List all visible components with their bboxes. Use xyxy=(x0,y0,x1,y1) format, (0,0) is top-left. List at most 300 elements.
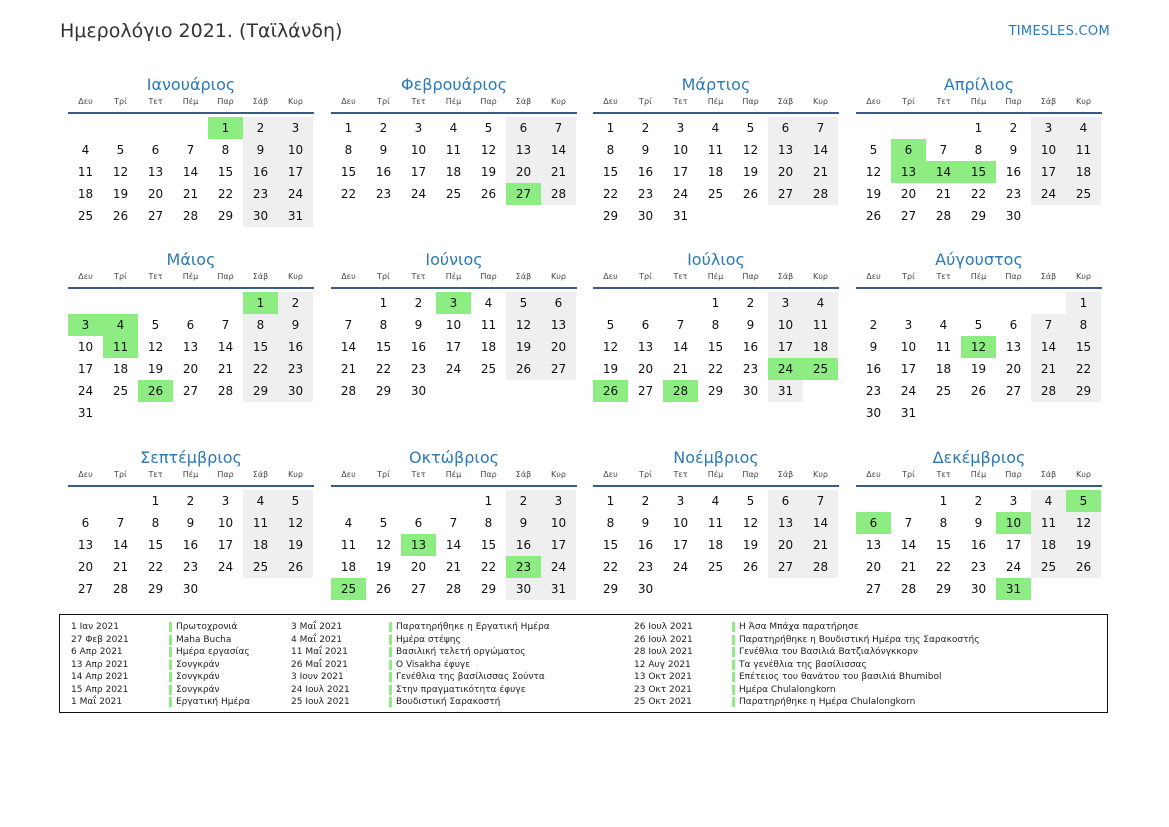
day-cell: 16 xyxy=(637,165,654,179)
day-cell: 4 xyxy=(711,494,720,508)
weekday-header: Σάβ xyxy=(515,97,532,106)
day-cell: 17 xyxy=(445,340,462,354)
day-cell: 18 xyxy=(1031,534,1066,556)
weekday-header: Κυρ xyxy=(551,272,566,281)
day-cell: 26 xyxy=(742,560,759,574)
day-cell: 9 xyxy=(186,516,195,530)
holiday-marker xyxy=(169,635,172,645)
weekday-header: Σάβ xyxy=(252,272,269,281)
day-cell: 2 xyxy=(641,121,650,135)
day-cell: 2 xyxy=(506,490,541,512)
day-cell: 17 xyxy=(278,161,313,183)
weekday-header: Πέμ xyxy=(445,97,462,106)
day-cell: 28 xyxy=(803,183,838,205)
day-cell: 21 xyxy=(182,187,199,201)
weekday-header: Παρ xyxy=(742,272,759,281)
day-cell: 17 xyxy=(410,165,427,179)
day-cell: 16 xyxy=(182,538,199,552)
day-cell: 22 xyxy=(480,560,497,574)
day-cell: 23 xyxy=(637,560,654,574)
day-cell: 1 xyxy=(711,296,720,310)
day-cell: 23 xyxy=(1005,187,1022,201)
day-cell: 10 xyxy=(217,516,234,530)
day-cell: 10 xyxy=(672,143,689,157)
day-cell: 9 xyxy=(278,314,313,336)
day-cell: 22 xyxy=(707,362,724,376)
day-cell: 20 xyxy=(182,362,199,376)
day-cell: 23 xyxy=(970,560,987,574)
legend-date: 28 Ιουλ 2021 xyxy=(634,647,693,657)
day-cell: 19 xyxy=(147,362,164,376)
day-cell: 7 xyxy=(449,516,458,530)
day-cell: 4 xyxy=(711,121,720,135)
holiday-marker xyxy=(732,672,735,682)
legend-date: 27 Φεβ 2021 xyxy=(71,634,129,645)
day-cell: 27 xyxy=(900,209,917,223)
weekday-header: Δευ xyxy=(603,470,618,479)
day-cell: 11 xyxy=(1031,512,1066,534)
day-cell: 13 xyxy=(147,165,164,179)
day-cell: 3 xyxy=(1031,117,1066,139)
day-cell: 21 xyxy=(935,187,952,201)
day-cell: 30 xyxy=(182,582,199,596)
day-cell: 7 xyxy=(186,143,195,157)
day-cell: 17 xyxy=(900,362,917,376)
holiday-marker xyxy=(389,685,392,695)
day-cell: 27 xyxy=(541,358,576,380)
weekday-header: Τετ xyxy=(411,272,426,281)
holiday-marker xyxy=(169,660,172,670)
day-cell: 4 xyxy=(344,516,353,530)
holiday-marker xyxy=(389,672,392,682)
holiday-marker xyxy=(169,685,172,695)
day-cell: 12 xyxy=(112,165,129,179)
weekday-header: Σάβ xyxy=(1040,470,1057,479)
day-cell: 26 xyxy=(112,209,129,223)
holiday-day: 3 xyxy=(68,314,103,336)
day-cell: 6 xyxy=(151,143,160,157)
day-cell: 18 xyxy=(243,534,278,556)
day-cell: 22 xyxy=(602,560,619,574)
day-cell: 14 xyxy=(217,340,234,354)
day-cell: 25 xyxy=(480,362,497,376)
day-cell: 24 xyxy=(278,183,313,205)
legend-date: 24 Ιουλ 2021 xyxy=(291,684,350,695)
day-cell: 18 xyxy=(340,560,357,574)
day-cell: 4 xyxy=(81,143,90,157)
legend-date: 25 Ιουλ 2021 xyxy=(291,697,350,707)
legend-holiday-name: Επέτειος του θανάτου του βασιλιά Bhumibol xyxy=(739,672,942,682)
day-cell: 8 xyxy=(151,516,160,530)
day-cell: 19 xyxy=(865,187,882,201)
day-cell: 16 xyxy=(1005,165,1022,179)
day-cell: 17 xyxy=(672,165,689,179)
legend-holiday-name: Σονγκράν xyxy=(176,684,220,695)
legend-holiday-name: Γενέθλια του Βασιλιά Βατζιαλόνγκκορν xyxy=(739,647,918,657)
day-cell: 28 xyxy=(1031,380,1066,402)
day-cell: 20 xyxy=(541,336,576,358)
day-cell: 23 xyxy=(637,187,654,201)
brand-link[interactable]: TIMESLES.COM xyxy=(1008,24,1110,39)
day-cell: 20 xyxy=(77,560,94,574)
day-cell: 2 xyxy=(186,494,195,508)
day-cell: 7 xyxy=(116,516,125,530)
day-cell: 22 xyxy=(340,187,357,201)
weekday-header: Κυρ xyxy=(288,97,303,106)
day-cell: 12 xyxy=(1066,512,1101,534)
day-cell: 6 xyxy=(1009,318,1018,332)
day-cell: 13 xyxy=(506,139,541,161)
month-name: Ιούλιος xyxy=(687,250,745,269)
weekday-header: Τρί xyxy=(902,272,915,281)
day-cell: 21 xyxy=(803,534,838,556)
day-cell: 24 xyxy=(672,187,689,201)
day-cell: 21 xyxy=(340,362,357,376)
legend-holiday-name: Η Άσα Μπάχα παρατήρησε xyxy=(739,622,859,632)
day-cell: 29 xyxy=(707,384,724,398)
day-cell: 18 xyxy=(707,538,724,552)
day-cell: 1 xyxy=(1066,292,1101,314)
header-rule xyxy=(68,287,314,289)
day-cell: 31 xyxy=(768,380,803,402)
day-cell: 19 xyxy=(742,165,759,179)
legend-holiday-name: Σονγκράν xyxy=(176,659,220,670)
holiday-day: 23 xyxy=(506,556,541,578)
day-cell: 6 xyxy=(186,318,195,332)
weekday-header: Κυρ xyxy=(813,272,828,281)
day-cell: 30 xyxy=(506,578,541,600)
day-cell: 18 xyxy=(1066,161,1101,183)
day-cell: 28 xyxy=(182,209,199,223)
day-cell: 26 xyxy=(278,556,313,578)
legend-date: 26 Ιουλ 2021 xyxy=(634,634,693,645)
day-cell: 14 xyxy=(900,538,917,552)
holiday-marker xyxy=(732,622,735,632)
day-cell: 22 xyxy=(217,187,234,201)
header-rule xyxy=(593,287,839,289)
month-name: Σεπτέμβριος xyxy=(140,448,242,467)
weekday-header: Σάβ xyxy=(252,97,269,106)
day-cell: 6 xyxy=(81,516,90,530)
day-cell: 12 xyxy=(602,340,619,354)
day-cell: 6 xyxy=(768,490,803,512)
day-cell: 27 xyxy=(77,582,94,596)
day-cell: 12 xyxy=(865,165,882,179)
day-cell: 20 xyxy=(768,534,803,556)
day-cell: 6 xyxy=(506,117,541,139)
day-cell: 15 xyxy=(243,336,278,358)
day-cell: 7 xyxy=(676,318,685,332)
day-cell: 16 xyxy=(637,538,654,552)
day-cell: 10 xyxy=(1031,139,1066,161)
legend-holiday-name: Βουδιστική Σαρακοστή xyxy=(396,697,501,707)
day-cell: 7 xyxy=(541,117,576,139)
holiday-day: 6 xyxy=(891,139,926,161)
weekday-header: Δευ xyxy=(341,470,356,479)
legend-holiday-name: Ημέρα στέψης xyxy=(396,634,461,645)
legend-date: 13 Απρ 2021 xyxy=(71,659,129,670)
day-cell: 1 xyxy=(151,494,160,508)
weekday-header: Πέμ xyxy=(970,272,987,281)
day-cell: 31 xyxy=(900,406,917,420)
weekday-header: Πέμ xyxy=(182,470,199,479)
weekday-header: Κυρ xyxy=(1076,470,1091,479)
weekday-header: Σάβ xyxy=(252,470,269,479)
day-cell: 25 xyxy=(707,560,724,574)
day-cell: 20 xyxy=(900,187,917,201)
day-cell: 21 xyxy=(445,560,462,574)
weekday-header: Δευ xyxy=(78,272,93,281)
day-cell: 29 xyxy=(970,209,987,223)
day-cell: 14 xyxy=(340,340,357,354)
weekday-header: Παρ xyxy=(742,97,759,106)
holiday-day: 4 xyxy=(103,314,138,336)
day-cell: 12 xyxy=(742,516,759,530)
legend-date: 15 Απρ 2021 xyxy=(71,684,129,695)
holiday-day: 25 xyxy=(331,578,366,600)
day-cell: 12 xyxy=(742,143,759,157)
day-cell: 8 xyxy=(243,314,278,336)
day-cell: 21 xyxy=(541,161,576,183)
weekday-header: Τρί xyxy=(114,97,127,106)
day-cell: 27 xyxy=(410,582,427,596)
day-cell: 21 xyxy=(672,362,689,376)
weekday-header: Τρί xyxy=(114,470,127,479)
day-cell: 26 xyxy=(506,358,541,380)
legend-holiday-name: Γενέθλια της βασίλισσας Σούντα xyxy=(396,672,545,682)
legend-date: 6 Απρ 2021 xyxy=(71,647,123,657)
weekday-header: Παρ xyxy=(1005,272,1022,281)
day-cell: 7 xyxy=(1031,314,1066,336)
month-name: Ιούνιος xyxy=(425,250,483,269)
day-cell: 12 xyxy=(506,314,541,336)
day-cell: 27 xyxy=(637,384,654,398)
day-cell: 23 xyxy=(742,362,759,376)
day-cell: 30 xyxy=(742,384,759,398)
holiday-marker xyxy=(732,647,735,657)
day-cell: 29 xyxy=(217,209,234,223)
holiday-day: 12 xyxy=(961,336,996,358)
month-name: Απρίλιος xyxy=(943,75,1015,94)
day-cell: 13 xyxy=(541,314,576,336)
holiday-marker xyxy=(169,672,172,682)
day-cell: 26 xyxy=(742,187,759,201)
day-cell: 21 xyxy=(1031,358,1066,380)
day-cell: 30 xyxy=(243,205,278,227)
day-cell: 11 xyxy=(935,340,952,354)
day-cell: 29 xyxy=(602,582,619,596)
day-cell: 14 xyxy=(672,340,689,354)
weekday-header: Τρί xyxy=(639,97,652,106)
weekday-header: Τρί xyxy=(377,470,390,479)
day-cell: 29 xyxy=(1066,380,1101,402)
day-cell: 24 xyxy=(445,362,462,376)
weekday-header: Τρί xyxy=(377,97,390,106)
day-cell: 5 xyxy=(116,143,125,157)
weekday-header: Κυρ xyxy=(1076,97,1091,106)
day-cell: 23 xyxy=(375,187,392,201)
day-cell: 10 xyxy=(768,314,803,336)
holiday-day: 24 xyxy=(768,358,803,380)
holiday-day: 6 xyxy=(856,512,891,534)
header-rule xyxy=(593,485,839,487)
day-cell: 2 xyxy=(379,121,388,135)
day-cell: 2 xyxy=(1009,121,1018,135)
day-cell: 22 xyxy=(375,362,392,376)
day-cell: 11 xyxy=(243,512,278,534)
weekday-header: Πέμ xyxy=(970,470,987,479)
day-cell: 4 xyxy=(1031,490,1066,512)
month-name: Φεβρουάριος xyxy=(401,75,507,94)
weekday-header: Πέμ xyxy=(182,272,199,281)
day-cell: 30 xyxy=(1005,209,1022,223)
day-cell: 1 xyxy=(344,121,353,135)
weekday-header: Πέμ xyxy=(445,470,462,479)
day-cell: 23 xyxy=(865,384,882,398)
day-cell: 28 xyxy=(803,556,838,578)
day-cell: 21 xyxy=(217,362,234,376)
day-cell: 21 xyxy=(803,161,838,183)
weekday-header: Πέμ xyxy=(707,470,724,479)
day-cell: 16 xyxy=(970,538,987,552)
legend-date: 14 Απρ 2021 xyxy=(71,672,129,682)
day-cell: 6 xyxy=(414,516,423,530)
day-cell: 10 xyxy=(410,143,427,157)
weekday-header: Τετ xyxy=(148,97,163,106)
weekday-header: Σάβ xyxy=(1040,97,1057,106)
day-cell: 10 xyxy=(541,512,576,534)
day-cell: 1 xyxy=(974,121,983,135)
day-cell: 19 xyxy=(278,534,313,556)
day-cell: 26 xyxy=(970,384,987,398)
day-cell: 19 xyxy=(375,560,392,574)
day-cell: 12 xyxy=(147,340,164,354)
holiday-day: 31 xyxy=(996,578,1031,600)
weekday-header: Τρί xyxy=(639,272,652,281)
weekday-header: Τετ xyxy=(148,470,163,479)
day-cell: 20 xyxy=(1005,362,1022,376)
day-cell: 24 xyxy=(900,384,917,398)
weekday-header: Πέμ xyxy=(445,272,462,281)
weekday-header: Κυρ xyxy=(288,470,303,479)
day-cell: 19 xyxy=(742,538,759,552)
day-cell: 27 xyxy=(768,556,803,578)
day-cell: 17 xyxy=(1005,538,1022,552)
day-cell: 17 xyxy=(768,336,803,358)
month-name: Μάρτιος xyxy=(681,75,751,94)
day-cell: 14 xyxy=(803,512,838,534)
day-cell: 19 xyxy=(480,165,497,179)
weekday-header: Δευ xyxy=(603,272,618,281)
weekday-header: Πέμ xyxy=(707,272,724,281)
legend-holiday-name: Ημέρα Chulalongkorn xyxy=(739,684,836,695)
day-cell: 27 xyxy=(865,582,882,596)
day-cell: 8 xyxy=(344,143,353,157)
day-cell: 18 xyxy=(480,340,497,354)
day-cell: 10 xyxy=(900,340,917,354)
day-cell: 8 xyxy=(974,143,983,157)
weekday-header: Δευ xyxy=(866,470,881,479)
day-cell: 9 xyxy=(506,512,541,534)
day-cell: 15 xyxy=(935,538,952,552)
day-cell: 14 xyxy=(182,165,199,179)
weekday-header: Κυρ xyxy=(1076,272,1091,281)
weekday-header: Δευ xyxy=(603,97,618,106)
legend-holiday-name: Πρωτοχρονιά xyxy=(176,622,238,632)
holiday-marker xyxy=(389,647,392,657)
day-cell: 7 xyxy=(803,490,838,512)
day-cell: 20 xyxy=(768,161,803,183)
legend-holiday-name: Εργατική Ημέρα xyxy=(176,697,250,707)
holiday-day: 1 xyxy=(208,117,243,139)
day-cell: 29 xyxy=(602,209,619,223)
day-cell: 4 xyxy=(449,121,458,135)
day-cell: 27 xyxy=(768,183,803,205)
day-cell: 4 xyxy=(484,296,493,310)
legend-holiday-name: Παρατηρήθηκε η Εργατική Ημέρα xyxy=(396,622,550,632)
day-cell: 27 xyxy=(182,384,199,398)
day-cell: 1 xyxy=(379,296,388,310)
day-cell: 26 xyxy=(480,187,497,201)
header-rule xyxy=(856,287,1102,289)
holiday-day: 10 xyxy=(996,512,1031,534)
day-cell: 11 xyxy=(707,143,724,157)
weekday-header: Σάβ xyxy=(777,97,794,106)
header-rule xyxy=(331,485,577,487)
day-cell: 2 xyxy=(869,318,878,332)
day-cell: 31 xyxy=(77,406,94,420)
day-cell: 7 xyxy=(939,143,948,157)
weekday-header: Τετ xyxy=(936,470,951,479)
holiday-legend xyxy=(59,614,1108,713)
weekday-header: Παρ xyxy=(217,272,234,281)
day-cell: 1 xyxy=(606,494,615,508)
day-cell: 14 xyxy=(112,538,129,552)
day-cell: 26 xyxy=(1066,556,1101,578)
day-cell: 18 xyxy=(77,187,94,201)
day-cell: 24 xyxy=(217,560,234,574)
legend-date: 23 Οκτ 2021 xyxy=(634,684,692,695)
weekday-header: Παρ xyxy=(480,97,497,106)
day-cell: 22 xyxy=(243,358,278,380)
holiday-marker xyxy=(389,635,392,645)
day-cell: 25 xyxy=(445,187,462,201)
weekday-header: Δευ xyxy=(78,470,93,479)
legend-date: 11 Μαΐ 2021 xyxy=(291,647,348,657)
day-cell: 8 xyxy=(379,318,388,332)
legend-holiday-name: Maha Bucha xyxy=(176,634,232,645)
day-cell: 30 xyxy=(637,209,654,223)
weekday-header: Δευ xyxy=(866,97,881,106)
holiday-day: 26 xyxy=(138,380,173,402)
day-cell: 23 xyxy=(243,183,278,205)
day-cell: 26 xyxy=(865,209,882,223)
day-cell: 20 xyxy=(637,362,654,376)
holiday-marker xyxy=(732,635,735,645)
day-cell: 28 xyxy=(935,209,952,223)
day-cell: 25 xyxy=(707,187,724,201)
weekday-header: Παρ xyxy=(1005,97,1022,106)
month-name: Δεκέμβριος xyxy=(932,448,1026,467)
day-cell: 11 xyxy=(77,165,94,179)
page-title: Ημερολόγιο 2021. (Ταϊλάνδη) xyxy=(60,20,343,42)
day-cell: 12 xyxy=(375,538,392,552)
day-cell: 14 xyxy=(803,139,838,161)
weekday-header: Παρ xyxy=(480,272,497,281)
day-cell: 2 xyxy=(243,117,278,139)
weekday-header: Σάβ xyxy=(777,470,794,479)
day-cell: 22 xyxy=(935,560,952,574)
